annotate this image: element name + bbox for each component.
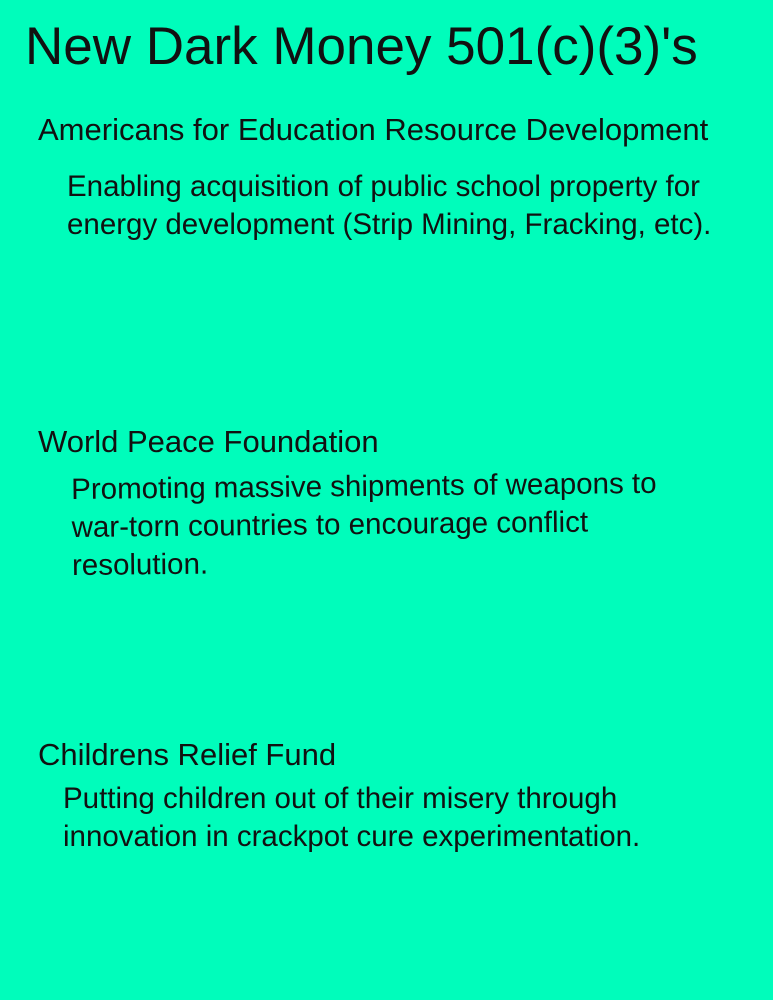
org-description-childrens-relief: Putting children out of their misery through innovation in crackpot cure experimentation. [63,782,641,853]
page-title: New Dark Money 501(c)(3)'s [25,17,698,76]
org-description-education-resource: Enabling acquisition of public school property for energy development (Strip Mining, Fracking, etc). [67,170,712,241]
org-name-education-resource: Americans for Education Resource Development [38,112,709,147]
org-name-childrens-relief: Childrens Relief Fund [38,737,337,772]
org-description-world-peace: Promoting massive shipments of weapons to war-torn countries to encourage conflict resolution. [71,466,657,582]
org-name-world-peace: World Peace Foundation [38,424,379,459]
